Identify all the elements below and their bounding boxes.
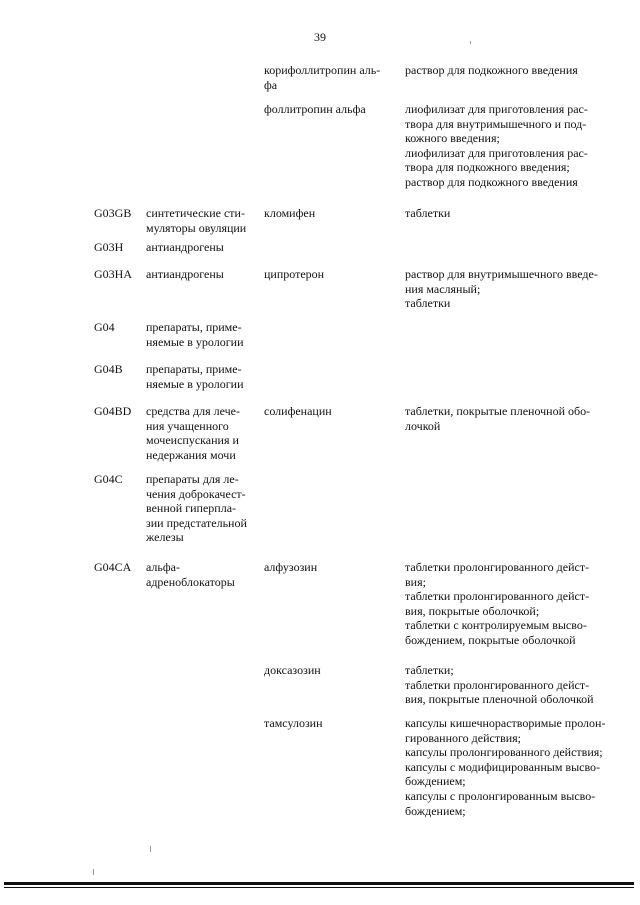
group-line: адреноблокаторы: [146, 574, 235, 589]
dosage-form-cell: [405, 716, 620, 818]
atc-code: G03H: [94, 240, 124, 254]
forms-line: ния масляный;: [405, 281, 481, 296]
group-line: препараты для ле-: [146, 472, 239, 486]
inn-line: фа: [264, 77, 278, 92]
anatomical-therapeutic-group-cell: [146, 267, 260, 282]
dosage-form-cell: [405, 63, 620, 78]
group-line: няемые в урологии: [146, 376, 244, 391]
atc-code-cell: [94, 267, 144, 282]
dosage-form-cell: [405, 560, 620, 648]
inn-line: солифенацин: [264, 404, 332, 418]
forms-line: лочкой: [405, 418, 441, 433]
forms-line: таблетки с контролируемым высво-: [405, 618, 587, 633]
atc-code: G04C: [94, 472, 123, 486]
scan-speck: [150, 846, 151, 852]
atc-code-cell: [94, 560, 144, 575]
table-row: [0, 362, 640, 404]
table-row: [0, 472, 640, 560]
anatomical-therapeutic-group-cell: [146, 240, 260, 255]
group-line: синтетические сти-: [146, 206, 245, 220]
forms-line: гированного действия;: [405, 730, 522, 745]
atc-code: G04: [94, 320, 115, 334]
forms-line: кожного введения;: [405, 131, 500, 146]
forms-line: таблетки;: [405, 663, 454, 677]
table-row: [0, 716, 640, 826]
forms-line: капсулы пролонгированного действия;: [405, 745, 603, 760]
anatomical-therapeutic-group-cell: [146, 320, 260, 349]
anatomical-therapeutic-group-cell: [146, 404, 260, 462]
forms-line: таблетки, покрытые пленочной обо-: [405, 404, 591, 418]
atc-code-cell: [94, 320, 144, 335]
drug-name-cell: [264, 716, 394, 731]
forms-line: таблетки пролонгированного дейст-: [405, 677, 590, 692]
atc-code: G03HA: [94, 267, 132, 281]
forms-line: твора для внутримышечного и под-: [405, 116, 587, 131]
group-line: альфа-: [146, 560, 180, 574]
forms-line: раствор для подкожного введения: [405, 63, 578, 77]
group-line: антиандрогены: [146, 240, 224, 254]
anatomical-therapeutic-group-cell: [146, 362, 260, 391]
group-line: зии предстательной: [146, 515, 247, 530]
scan-speck: [93, 869, 94, 875]
forms-line: таблетки пролонгированного дейст-: [405, 560, 590, 574]
forms-line: таблетки пролонгированного дейст-: [405, 589, 590, 604]
table-row: [0, 102, 640, 206]
page-number: 39: [314, 30, 326, 44]
atc-code-cell: [94, 404, 144, 419]
atc-code: G03GB: [94, 206, 132, 220]
forms-line: таблетки: [405, 206, 451, 220]
table-row: [0, 663, 640, 716]
table-row: [0, 63, 640, 102]
inn-line: алфузозин: [264, 560, 318, 574]
forms-line: таблетки: [405, 296, 451, 311]
group-line: недержания мочи: [146, 447, 236, 462]
inn-line: кломифен: [264, 206, 316, 220]
forms-line: капсулы с модифицированным высво-: [405, 759, 601, 774]
forms-line: капсулы кишечнорастворимые пролон-: [405, 716, 606, 730]
atc-code: G04CA: [94, 560, 132, 574]
table-row: [0, 206, 640, 240]
forms-line: вия;: [405, 574, 426, 589]
footer-rule: [4, 882, 634, 885]
forms-line: вия, покрытые пленочной оболочкой: [405, 692, 594, 707]
forms-line: лиофилизат для приготовления рас-: [405, 102, 588, 116]
forms-line: вия, покрытые оболочкой;: [405, 603, 540, 618]
forms-line: капсулы с пролонгированным высво-: [405, 788, 596, 803]
atc-code-cell: [94, 472, 144, 487]
atc-code-cell: [94, 206, 144, 221]
inn-line: корифоллитропин аль-: [264, 63, 381, 77]
forms-line: бождением;: [405, 774, 466, 789]
group-line: муляторы овуляции: [146, 220, 247, 235]
scan-speck: [470, 41, 471, 44]
atc-code-cell: [94, 362, 144, 377]
group-line: препараты, приме-: [146, 320, 242, 334]
drug-name-cell: [264, 663, 394, 678]
inn-line: доксазозин: [264, 663, 321, 677]
group-line: железы: [146, 530, 184, 545]
drug-name-cell: [264, 206, 394, 221]
dosage-form-cell: [405, 267, 620, 311]
forms-line: лиофилизат для приготовления рас-: [405, 145, 588, 160]
inn-line: тамсулозин: [264, 716, 323, 730]
group-line: антиандрогены: [146, 267, 224, 281]
table-row: [0, 267, 640, 320]
table-row: [0, 240, 640, 267]
group-line: ния учащенного: [146, 418, 229, 433]
drug-name-cell: [264, 63, 394, 92]
group-line: средства для лече-: [146, 404, 240, 418]
table-row: [0, 560, 640, 663]
footer-rule-thin: [4, 887, 634, 888]
drug-table: [0, 63, 640, 826]
dosage-form-cell: [405, 404, 620, 433]
drug-name-cell: [264, 404, 394, 419]
group-line: няемые в урологии: [146, 334, 244, 349]
atc-code-cell: [94, 240, 144, 255]
forms-line: раствор для внутримышечного введе-: [405, 267, 598, 281]
group-line: мочеиспускания и: [146, 433, 239, 448]
drug-name-cell: [264, 560, 394, 575]
group-line: препараты, приме-: [146, 362, 242, 376]
anatomical-therapeutic-group-cell: [146, 472, 260, 545]
table-row: [0, 320, 640, 362]
anatomical-therapeutic-group-cell: [146, 206, 260, 235]
dosage-form-cell: [405, 663, 620, 707]
forms-line: бождением, покрытые оболочкой: [405, 632, 576, 647]
inn-line: ципротерон: [264, 267, 325, 281]
atc-code: G04BD: [94, 404, 132, 418]
dosage-form-cell: [405, 206, 620, 221]
drug-name-cell: [264, 102, 394, 117]
anatomical-therapeutic-group-cell: [146, 560, 260, 589]
forms-line: бождением;: [405, 803, 466, 818]
table-row: [0, 404, 640, 472]
forms-line: раствор для подкожного введения: [405, 174, 578, 189]
group-line: чения доброкачест-: [146, 486, 246, 501]
inn-line: фоллитропин альфа: [264, 102, 366, 116]
dosage-form-cell: [405, 102, 620, 190]
drug-name-cell: [264, 267, 394, 282]
forms-line: твора для подкожного введения;: [405, 160, 570, 175]
group-line: венной гиперпла-: [146, 501, 237, 516]
atc-code: G04B: [94, 362, 123, 376]
